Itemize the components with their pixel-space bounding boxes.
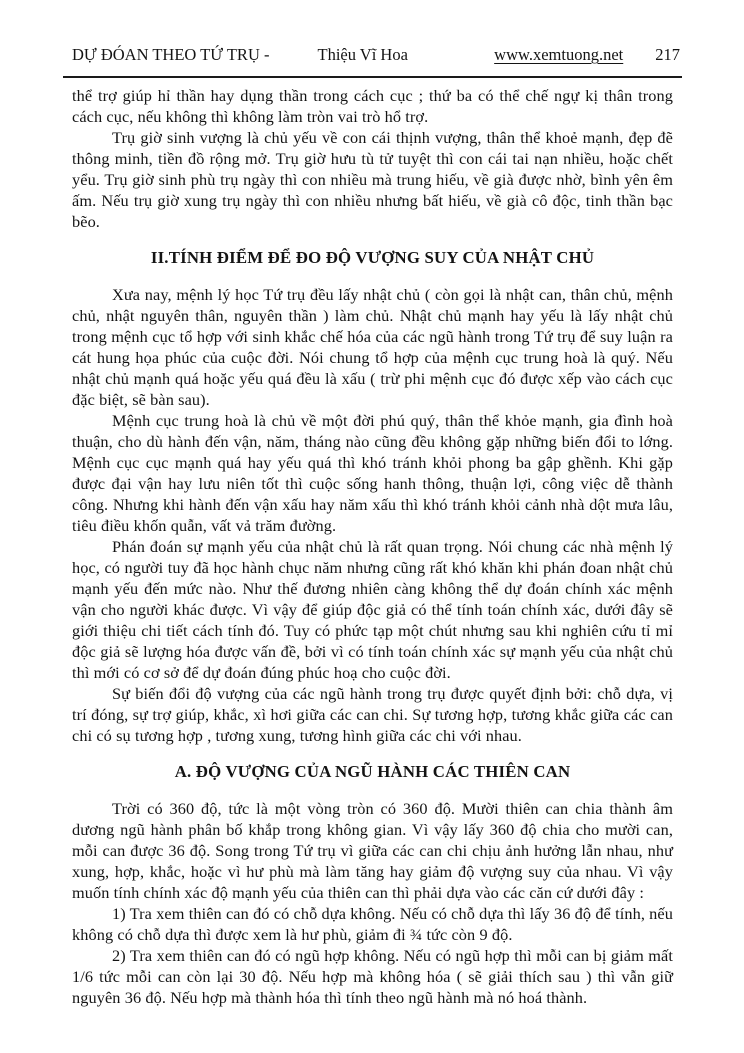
page-header <box>0 0 744 65</box>
header-divider <box>63 76 682 78</box>
paragraph: Xưa nay, mệnh lý học Tứ trụ đều lấy nhật chủ ( còn gọi là nhật can, thân chủ, mệnh chủ, nhật nguyên thân, nguyên thần ) làm chủ. Nhật chủ mạnh hay yếu là lấy nhật chủ trong mệnh cục tổ hợp với sinh khắc chế hóa của các ngũ hành trong Tứ trụ để suy luận ra cát hung họa phúc của cuộc đời. Nói chung tổ hợp của mệnh cục trung hoà là quý. Nếu nhật chủ mạnh quá hoặc yếu quá đều là xấu ( trừ phi mệnh cục đó được xếp vào cách cục đặc biệt, sẽ bàn sau). <box>72 285 673 409</box>
paragraph: Trụ giờ sinh vượng là chủ yếu về con cái thịnh vượng, thân thể khoẻ mạnh, đẹp đẽ thông minh, tiền đồ rộng mở. Trụ giờ hưu tù tử tuyệt thì con cái tai nạn nhiều, hoặc chết yểu. Trụ giờ sinh phù trụ ngày thì con nhiều mà trung hiếu, về già được nhờ, bình yên êm ấm. Nếu trụ giờ xung trụ ngày thì con nhiều nhưng bất hiếu, về già cô độc, tinh thần bạc bẽo. <box>72 128 673 231</box>
paragraph: Phán đoán sự mạnh yếu của nhật chủ là rất quan trọng. Nói chung các nhà mệnh lý học, có người tuy đã học hành chục năm nhưng cũng rất khó khăn khi phán đoan nhật chủ mạnh yếu đến mức nào. Như thế đương nhiên càng không thể dự đoán chính xác mệnh vận cho người khác được. Vì vậy để giúp độc giả có thể tính toán chính xác, dưới đây sẽ giới thiệu chi tiết cách tính đó. Tuy có phức tạp một chút nhưng sau khi nghiên cứu tỉ mỉ độc giả sẽ lượng hóa được vấn đề, bởi vì có tính toán chính xác sự mạnh yếu của nhật chủ thì mới có cơ sở để dự đoán đúng phúc hoạ cho cuộc đời. <box>72 537 673 682</box>
paragraph: Trời có 360 độ, tức là một vòng tròn có 360 độ. Mười thiên can chia thành âm dương ngũ hành phân bố khắp trong không gian. Vì vậy lấy 360 độ chia cho mười can, mỗi can được 36 độ. Song trong Tứ trụ vì giữa các can chi chịu ảnh hưởng lẫn nhau, như xung, hợp, khắc, hoặc vì hư phù mà làm tăng hay giảm độ vượng suy của nhau. Vì vậy muốn tính chính xác độ mạnh yếu của thiên can thì phải dựa vào các căn cứ dưới đây : <box>72 799 673 902</box>
book-title: DỰ ĐÓAN THEO TỨ TRỤ - <box>72 45 270 64</box>
list-item-1: 1) Tra xem thiên can đó có chỗ dựa không. Nếu có chỗ dựa thì lấy 36 độ để tính, nếu không có chỗ dựa thì được xem là hư phù, giảm đi ¾ tức còn 9 độ. <box>72 904 673 944</box>
page-number: 217 <box>655 45 680 64</box>
section-heading-ii: II.TÍNH ĐIỂM ĐỂ ĐO ĐỘ VƯỢNG SUY CỦA NHẬT CHỦ <box>150 248 595 267</box>
paragraph: Mệnh cục trung hoà là chủ về một đời phú quý, thân thể khỏe mạnh, gia đình hoà thuận, cho dù hành đến vận, năm, tháng nào cũng đều không gặp những biến đổi to lớng. Mệnh cục cục mạnh quá hay yếu quá thì khó tránh khỏi phong ba gập ghềnh. Khi gặp được đại vận hay lưu niên tốt thì cuộc sống hanh thông, thuận lợi, công việc dễ thành công. Nhưng khi hành đến vận xấu hay năm xấu thì khó tránh khỏi cảnh nhà dột mưa lâu, tiêu điều khốn quẫn, vất vả trăm đường. <box>72 411 673 535</box>
page-body <box>72 85 673 1008</box>
website-url: www.xemtuong.net <box>494 45 624 64</box>
paragraph: Sự biến đổi độ vượng của các ngũ hành trong trụ được quyết định bởi: chỗ dựa, vị trí đóng, sự trợ giúp, khắc, xì hơi giữa các can chi. Sự tương hợp, tương khắc giữa các can chi có sụ tương hợp , tương xung, tương hình giữa các chi với nhau. <box>72 684 673 745</box>
list-item-2: 2) Tra xem thiên can đó có ngũ hợp không. Nếu có ngũ hợp thì mỗi can bị giảm mất 1/6 tức mỗi can còn lại 30 độ. Nếu hợp mà không hóa ( sẽ giải thích sau ) thì vẫn giữ nguyên 36 độ. Nếu hợp mà thành hóa thì tính theo ngũ hành mà nó hoá thành. <box>72 946 673 1007</box>
author-name: Thiệu Vĩ Hoa <box>317 45 408 64</box>
section-heading-a: A. ĐỘ VƯỢNG CỦA NGŨ HÀNH CÁC THIÊN CAN <box>174 762 571 781</box>
paragraph: thể trợ giúp hỉ thần hay dụng thần trong cách cục ; thứ ba có thể chế ngự kị thân trong cách cục, nếu không thì không làm tròn vai trò hổ trợ. <box>72 86 673 126</box>
